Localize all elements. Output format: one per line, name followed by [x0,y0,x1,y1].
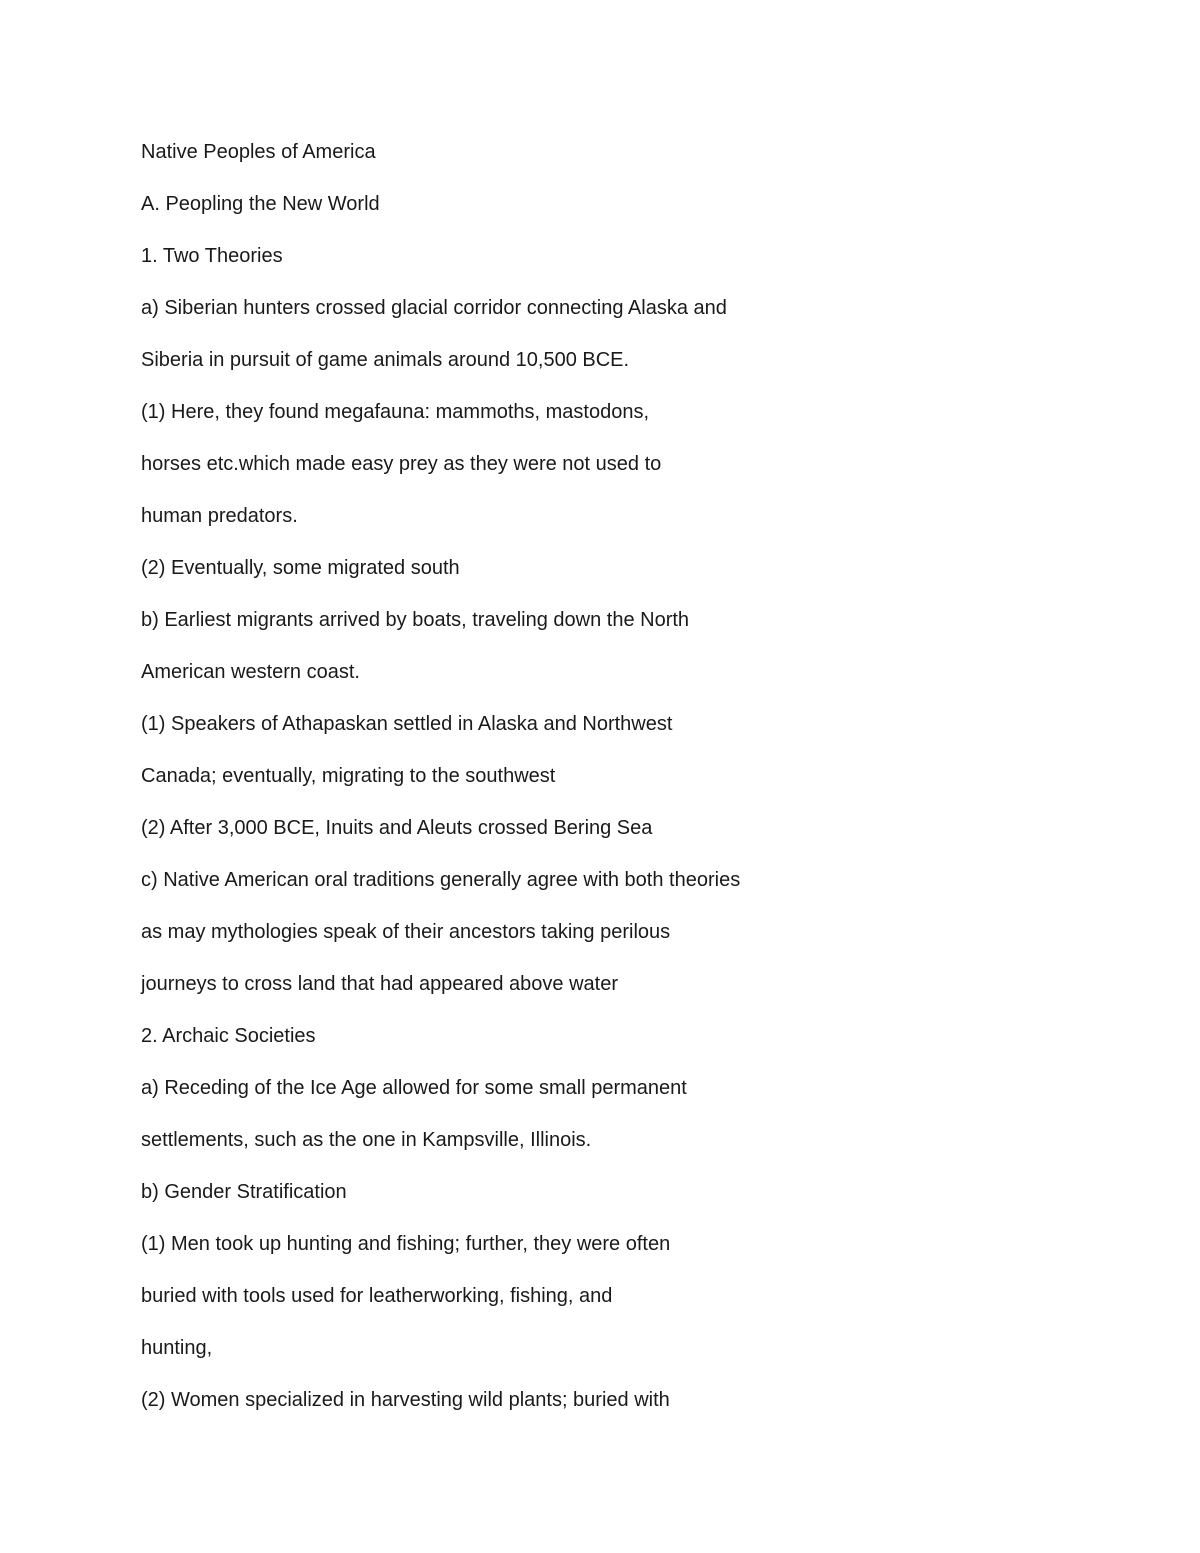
text-line: (2) Eventually, some migrated south [141,557,460,579]
text-line: horses etc.which made easy prey as they were not used to [141,453,662,475]
text-line: as may mythologies speak of their ancestors taking perilous [141,921,671,943]
text-line: settlements, such as the one in Kampsville, Illinois. [141,1129,592,1151]
text-line: (2) Women specialized in harvesting wild plants; buried with [141,1389,670,1411]
subsection-heading: 2. Archaic Societies [141,1025,316,1047]
text-line: b) Gender Stratification [141,1181,347,1203]
section-heading: A. Peopling the New World [141,193,380,215]
text-line: c) Native American oral traditions generally agree with both theories [141,869,741,891]
text-line: a) Siberian hunters crossed glacial corridor connecting Alaska and [141,297,727,319]
document-title: Native Peoples of America [141,141,376,163]
text-line: American western coast. [141,661,360,683]
text-line: a) Receding of the Ice Age allowed for some small permanent [141,1077,687,1099]
subsection-heading: 1. Two Theories [141,245,283,267]
text-line: (1) Speakers of Athapaskan settled in Alaska and Northwest [141,713,673,735]
text-line: Canada; eventually, migrating to the southwest [141,765,556,787]
text-line: b) Earliest migrants arrived by boats, traveling down the North [141,609,690,631]
text-line: buried with tools used for leatherworking, fishing, and [141,1285,613,1307]
text-line: (2) After 3,000 BCE, Inuits and Aleuts crossed Bering Sea [141,817,653,839]
text-line: hunting, [141,1337,213,1359]
document-body [141,137,1081,1437]
text-line: (1) Men took up hunting and fishing; further, they were often [141,1233,671,1255]
text-line: journeys to cross land that had appeared above water [141,973,618,995]
text-line: Siberia in pursuit of game animals around 10,500 BCE. [141,349,630,371]
text-line: (1) Here, they found megafauna: mammoths, mastodons, [141,401,650,423]
text-line: human predators. [141,505,298,527]
